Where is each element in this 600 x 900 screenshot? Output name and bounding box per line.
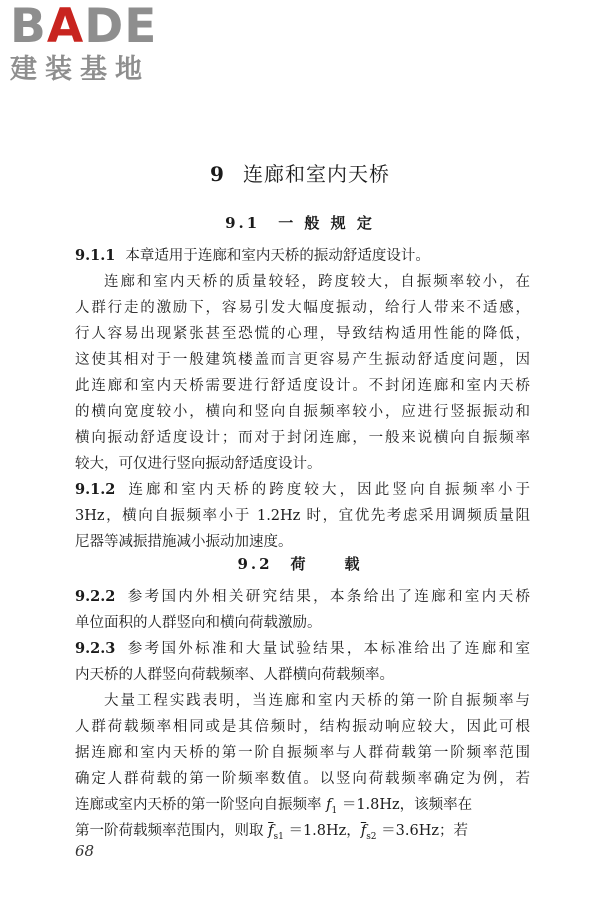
paragraph-line: 大量工程实践表明，当连廊和室内天桥的第一阶自振频率与 [104,693,530,709]
clause-number: 9.2.2 [75,588,116,605]
subscript: s1 [273,831,284,842]
clause-number: 9.1.2 [75,481,116,498]
chapter-title [0,158,600,187]
paragraph-line: 连廊和室内天桥的质量较轻，跨度较大，自振频率较小，在 [104,274,530,290]
section-heading-9-1: 9.1 一 般 规 定 [225,214,375,232]
clause-text: 连廊和室内天桥的跨度较大，因此竖向自振频率小于 [125,482,530,498]
section-9-1-body [75,243,530,555]
logo-letters-de: DE [84,0,158,54]
text-run: ＝1.8Hz，该频率在 [337,797,473,813]
symbol-f-bar: $\overline{f}$ [360,823,367,839]
frequency-symbol [326,797,338,816]
paragraph-line-with-formula [75,792,530,818]
logo-chinese: 建装基地 [10,54,150,85]
clause-9-2-2 [75,584,530,610]
logo-letter-a: A [46,0,85,54]
clause-9-2-3 [75,636,530,662]
chapter-name: 连廊和室内天桥 [242,162,390,186]
clause-text: 参考国内外相关研究结果，本条给出了连廊和室内天桥 [125,589,530,605]
clause-text: 本章适用于连廊和室内天桥的振动舒适度设计。 [125,248,430,264]
paragraph-line: 尼器等减振措施减小振动加速度。 [75,534,293,550]
frequency-symbol [268,823,284,842]
section-heading-9-2: 9.2 荷 载 [237,555,363,573]
text-run: 第一阶荷载频率范围内，则取 [75,823,269,839]
paragraph-line: 3Hz，横向自振频率小于 1.2Hz 时，宜优先考虑采用调频质量阻 [75,508,530,524]
paragraph-line: 确定人群荷载的第一阶频率数值。以竖向荷载频率确定为例，若 [75,771,530,787]
text-run: ＝3.6Hz；若 [376,823,468,839]
clause-text: 参考国外标准和大量试验结果，本标准给出了连廊和室 [125,641,530,657]
paragraph-line: 单位面积的人群竖向和横向荷载激励。 [75,615,322,631]
paragraph-line: 此连廊和室内天桥需要进行舒适度设计。不封闭连廊和室内天桥 [75,378,530,394]
paragraph-line: 人群荷载频率相同或是其倍频时，结构振动响应较大，因此可根 [75,719,530,735]
subscript: s2 [366,831,377,842]
text-run: ＝1.8Hz， [283,823,361,839]
page-number: 68 [75,842,95,860]
clause-number: 9.1.1 [75,247,116,264]
paragraph-line: 内天桥的人群竖向荷载频率、人群横向荷载频率。 [75,667,394,683]
paragraph-line: 据连廊和室内天桥的第一阶自振频率与人群荷载第一阶频率范围 [75,745,530,761]
frequency-symbol [360,823,377,842]
section-9-2-body [75,584,530,844]
clause-9-1-2 [75,477,530,503]
clause-9-1-1 [75,243,530,269]
paragraph-line: 行人容易出现紧张甚至恐慌的心理，导致结构适用性能的降低， [75,326,530,342]
text-run: 连廊或室内天桥的第一阶竖向自振频率 [75,797,327,813]
paragraph-line: 人群行走的激励下，容易引发大幅度振动，给行人带来不适感， [75,300,530,316]
symbol-f-bar: $\overline{f}$ [268,823,274,839]
paragraph-line: 横向振动舒适度设计；而对于封闭连廊，一般来说横向自振频率 [75,430,530,446]
chapter-number: 9 [210,162,225,186]
clause-number: 9.2.3 [75,640,116,657]
bade-logo [10,2,180,87]
paragraph-line-with-formula [75,818,530,844]
subscript: 1 [331,805,338,816]
logo-wordmark [10,2,180,52]
paragraph-line: 这使其相对于一般建筑楼盖而言更容易产生振动舒适度问题，因 [75,352,530,368]
paragraph-line: 较大，可仅进行竖向振动舒适度设计。 [75,456,322,472]
paragraph-line: 的横向宽度较小，横向和竖向自振频率较小，应进行竖振振动和 [75,404,530,420]
symbol-f: f [326,797,332,813]
logo-letter-b: B [10,0,47,54]
